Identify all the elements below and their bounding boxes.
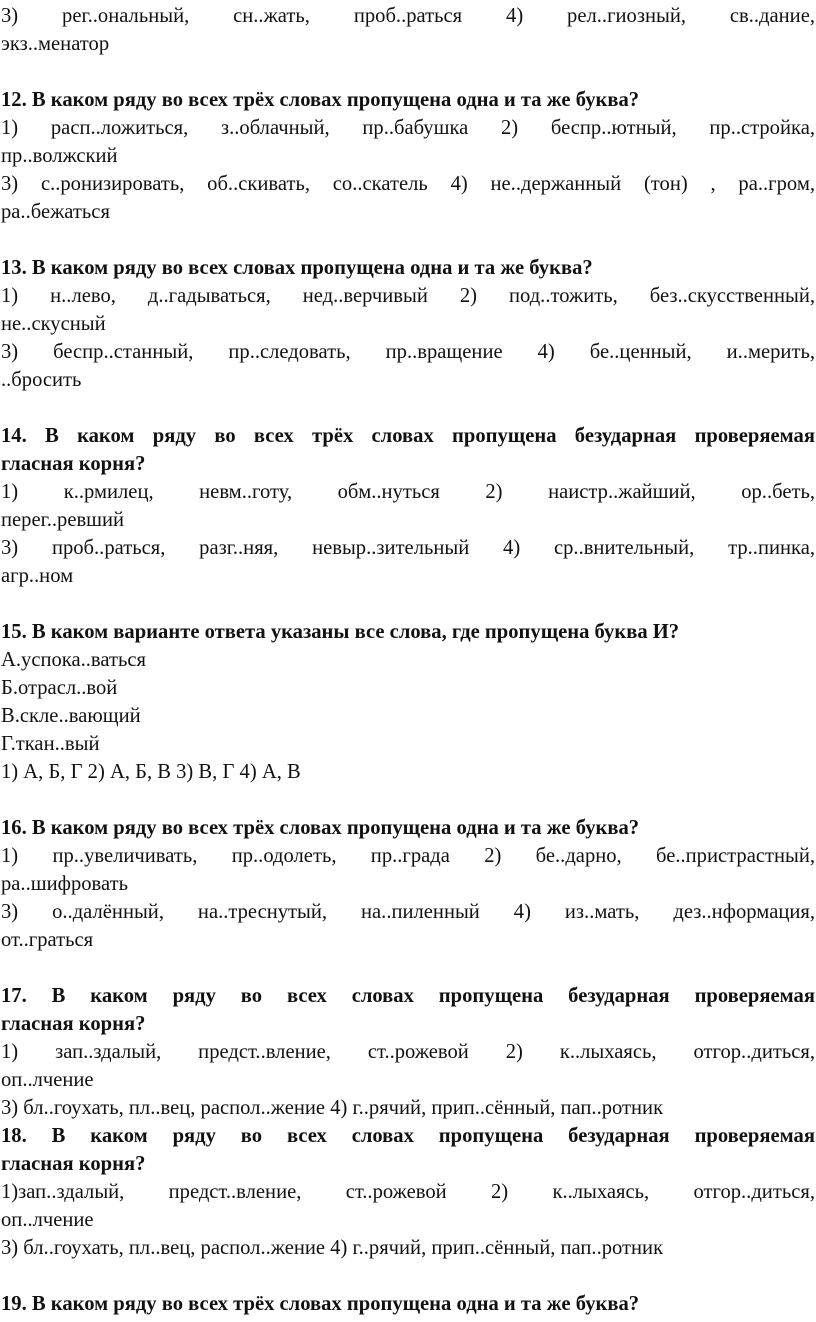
- question-14-line: 3) проб..раться, разг..няя, невыр..зительный 4) ср..внительный, тр..пинка,: [1, 537, 815, 559]
- question-16-line: от..граться: [1, 929, 94, 951]
- question-15-option: А.успока..ваться: [1, 649, 146, 671]
- question-17-title: 17. В каком ряду во всех словах пропущена безударная проверяемая: [1, 985, 815, 1007]
- question-12-title: 12. В каком ряду во всех трёх словах пропущена одна и та же буква?: [1, 89, 640, 111]
- question-13-line: ..бросить: [1, 369, 82, 391]
- question-16-line: 3) о..далённый, на..треснутый, на..пиленный 4) из..мать, дез..нформация,: [1, 901, 815, 923]
- question-13-line: 1) н..лево, д..гадываться, нед..верчивый 2) под..тожить, без..скусственный,: [1, 285, 815, 307]
- question-18-line: оп..лчение: [1, 1209, 94, 1231]
- question-12-line: ра..бежаться: [1, 201, 110, 223]
- question-13-title: 13. В каком ряду во всех словах пропущена одна и та же буква?: [1, 257, 593, 279]
- question-19-title: 19. В каком ряду во всех трёх словах пропущена одна и та же буква?: [1, 1293, 640, 1315]
- question-12-line: 3) с..ронизировать, об..скивать, со..скатель 4) не..держанный (тон) , ра..гром,: [1, 173, 815, 195]
- question-16-line: 1) пр..увеличивать, пр..одолеть, пр..града 2) бе..дарно, бе..пристрастный,: [1, 845, 815, 867]
- question-14-line: перег..ревший: [1, 509, 125, 531]
- question-15-answers: 1) А, Б, Г 2) А, Б, В 3) В, Г 4) А, В: [1, 761, 301, 783]
- question-15-option: В.скле..вающий: [1, 705, 141, 727]
- question-15-title: 15. В каком варианте ответа указаны все слова, где пропущена буква И?: [1, 621, 680, 643]
- question-14-line: агр..ном: [1, 565, 74, 587]
- question-18-title: гласная корня?: [1, 1153, 146, 1175]
- question-17-title: гласная корня?: [1, 1013, 146, 1035]
- intro-line: 3) рег..ональный, сн..жать, проб..раться 4) рел..гиозный, св..дание,: [1, 5, 815, 27]
- question-17-line: 3) бл..гоухать, пл..вец, распол..жение 4) г..рячий, прип..сённый, пап..ротник: [1, 1097, 664, 1119]
- question-13-line: 3) беспр..станный, пр..следовать, пр..вращение 4) бе..ценный, и..мерить,: [1, 341, 815, 363]
- question-15-option: Б.отрасл..вой: [1, 677, 118, 699]
- question-18-line: 3) бл..гоухать, пл..вец, распол..жение 4) г..рячий, прип..сённый, пап..ротник: [1, 1237, 664, 1259]
- question-13-line: не..скусный: [1, 313, 106, 335]
- question-18-line: 1)зап..здалый, предст..вление, ст..рожевой 2) к..лыхаясь, отгор..диться,: [1, 1181, 815, 1203]
- question-17-line: 1) зап..здалый, предст..вление, ст..рожевой 2) к..лыхаясь, отгор..диться,: [1, 1041, 815, 1063]
- intro-line: экз..менатор: [1, 33, 110, 55]
- question-16-line: ра..шифровать: [1, 873, 129, 895]
- question-14-title: гласная корня?: [1, 453, 146, 475]
- question-12-line: 1) расп..ложиться, з..облачный, пр..бабушка 2) беспр..ютный, пр..стройка,: [1, 117, 815, 139]
- question-17-line: оп..лчение: [1, 1069, 94, 1091]
- question-15-option: Г.ткан..вый: [1, 733, 100, 755]
- question-14-title: 14. В каком ряду во всех трёх словах пропущена безударная проверяемая: [1, 425, 815, 447]
- question-18-title: 18. В каком ряду во всех словах пропущена безударная проверяемая: [1, 1125, 815, 1147]
- question-16-title: 16. В каком ряду во всех трёх словах пропущена одна и та же буква?: [1, 817, 640, 839]
- question-12-line: пр..волжский: [1, 145, 118, 167]
- question-14-line: 1) к..рмилец, невм..готу, обм..нуться 2) наистр..жайший, ор..беть,: [1, 481, 815, 503]
